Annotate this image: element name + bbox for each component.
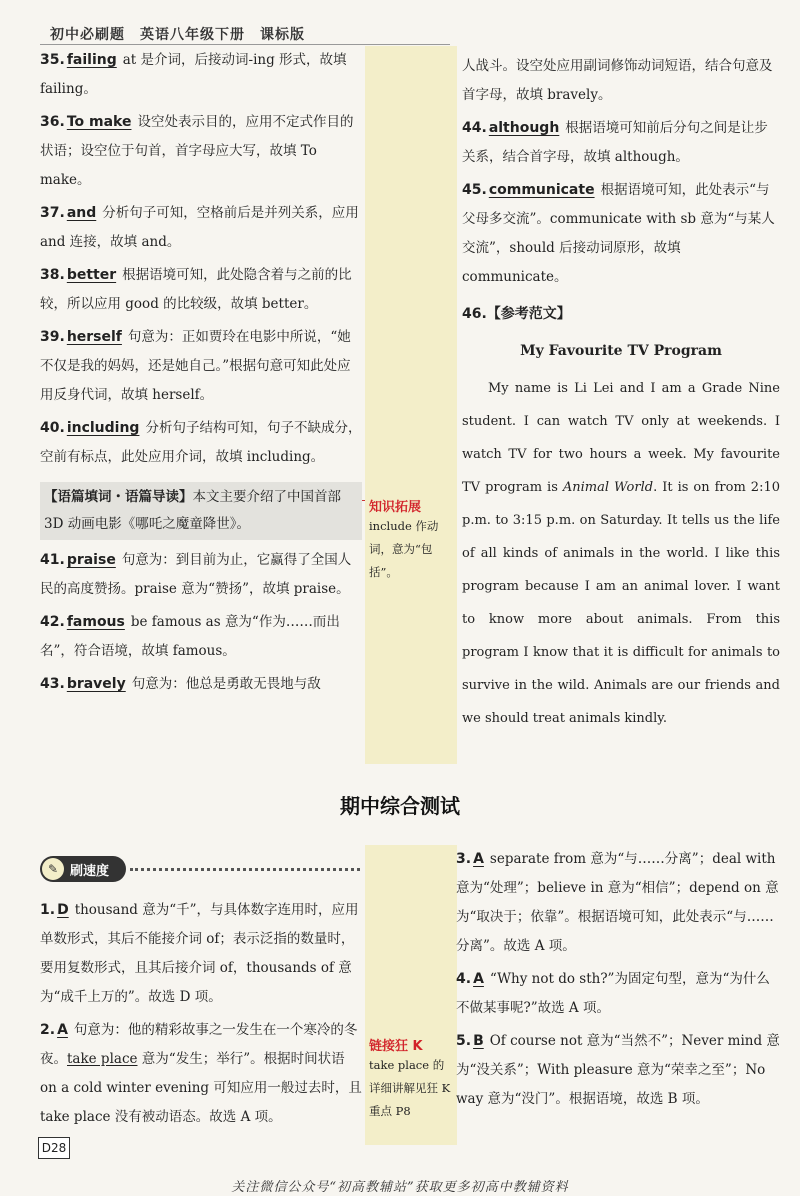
answer-item: 43. bravely 句意为：他总是勇敢无畏地与敌 <box>40 676 321 692</box>
answer-item: 42. famous be famous as 意为“作为……而出名”，符合语境，故填 famous。 <box>40 614 340 659</box>
running-header: 初中必刷题 英语八年级下册 课标版 <box>50 27 305 43</box>
answer-item: 3. A separate from 意为“与……分离”；deal with 意为“处理”；believe in 意为“相信”；depend on 意为“取决于；依靠”。根据语境可知，此处表示“与……分离”。故选 A 项。 <box>456 851 779 954</box>
answer-item: 4. A “Why not do sth?”为固定句型，意为“为什么不做某事呢?”故选 A 项。 <box>456 971 770 1016</box>
sidebar-strip-bottom <box>365 845 457 1145</box>
essay-label: 46.【参考范文】 <box>462 306 571 322</box>
answer-item: 40. including 分析句子结构可知，句子不缺成分，空前有标点，此处应用介词，故填 including。 <box>40 420 362 465</box>
link-note-title: 链接狂 K <box>369 1039 423 1054</box>
sidebar-strip-top <box>365 46 457 764</box>
header-divider <box>40 44 450 45</box>
answer-item: 2. A 句意为：他的精彩故事之一发生在一个寒冷的冬夜。take place 意为“发生；举行”。根据时间状语 on a cold winter evening 可知应用一般过去时，且 take place 没有被动语态。故选 A 项。 <box>40 1022 362 1125</box>
answer-item: 38. better 根据语境可知，此处隐含着与之前的比较，所以应用 good 的比较级，故填 better。 <box>40 267 352 312</box>
answer-item: 45. communicate 根据语境可知，此处表示“与父母多交流”。communicate with sb 意为“与某人交流”，should 后接动词原形，故填 communicate。 <box>462 182 775 285</box>
test-answers-right <box>456 845 780 1118</box>
answers-right-column <box>462 52 780 735</box>
sidebar-note-text: include 作动词，意为“包括”。 <box>369 519 439 579</box>
answer-item: 36. To make 设空处表示目的，应用不定式作目的状语；设空位于句首，首字母应大写，故填 To make。 <box>40 114 354 188</box>
page-number: D28 <box>38 1137 70 1159</box>
answer-item: 5. B Of course not 意为“当然不”；Never mind 意为“没关系”；With pleasure 意为“荣幸之至”；No way 意为“没门”。根据语境，故选 B 项。 <box>456 1033 780 1107</box>
answers-left-column <box>40 46 362 703</box>
sidebar-note-title: 知识拓展 <box>369 500 422 515</box>
essay-title: My Favourite TV Program <box>520 343 722 359</box>
test-answers-left <box>40 896 362 1136</box>
essay-body: My name is Li Lei and I am a Grade Nine student. I can watch TV only at weekends. I watch TV for two hours a week. My favourite TV program is Animal World. It is on from 2:10 p.m. to 3:15 p.m. on Saturday. It tells us the life of all kinds of animals in the world. I like this program because I am an animal lover. I want to know more about animals. From this program I know that it is difficult for animals to survive in the wild. Animals are our friends and we should treat animals kindly. <box>462 381 780 726</box>
answer-item: 44. although 根据语境可知前后分句之间是让步关系，结合首字母，故填 although。 <box>462 120 768 165</box>
answer-item: 41. praise 句意为：到目前为止，它赢得了全国人民的高度赞扬。praise 意为“赞扬”，故填 praise。 <box>40 552 352 597</box>
section-title: 期中综合测试 <box>340 794 460 818</box>
answer-item: 1. D thousand 意为“千”，与具体数字连用时，应用单数形式，其后不能接介词 of；表示泛指的数量时，要用复数形式，且其后接介词 of，thousands of 意为“成千上万的”。故选 D 项。 <box>40 902 359 1005</box>
speed-badge: ✎ 刷速度 <box>40 856 126 882</box>
footer-note: 关注微信公众号“初高教辅站”获取更多初高中教辅资料 <box>231 1180 569 1195</box>
passage-guide-box: 【语篇填词・语篇导读】本文主要介绍了中国首部 3D 动画电影《哪吒之魔童降世》。 <box>40 482 362 540</box>
answer-item-continued: 人战斗。设空处应用副词修饰动词短语，结合句意及首字母，故填 bravely。 <box>462 58 773 103</box>
answer-item: 37. and 分析句子可知，空格前后是并列关系，应用 and 连接，故填 and。 <box>40 205 359 250</box>
answer-item: 35. failing at 是介词，后接动词-ing 形式，故填 failing。 <box>40 52 347 97</box>
link-note-text: take place 的详细讲解见狂 K 重点 P8 <box>369 1058 451 1118</box>
brush-icon: ✎ <box>42 858 64 880</box>
dotted-divider <box>130 868 360 871</box>
answer-item: 39. herself 句意为：正如贾玲在电影中所说，“她不仅是我的妈妈，还是她自己。”根据句意可知此处应用反身代词，故填 herself。 <box>40 329 351 403</box>
